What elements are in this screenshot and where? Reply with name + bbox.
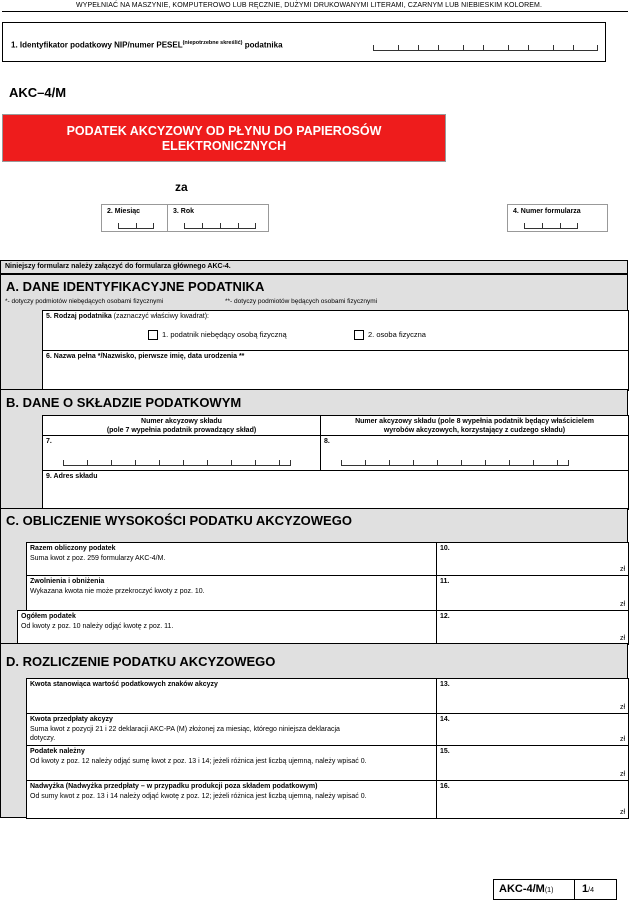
checkbox-icon[interactable]	[354, 330, 364, 340]
za-label: za	[175, 180, 188, 194]
form-title-banner	[2, 114, 446, 162]
row-10-amount[interactable]: 10. zł	[436, 542, 629, 576]
row-14-label: Kwota przedpłaty akcyzy Suma kwot z pozycji 21 i 22 deklaracji AKC-PA (M) złożonej za miesiąc, którego niniejsza deklaracja dotyczy.	[26, 713, 437, 746]
section-a-title: A. DANE IDENTYFIKACYJNE PODATNIKA	[6, 279, 265, 294]
option-natural-person[interactable]: 2. osoba fizyczna	[354, 330, 426, 340]
section-d	[0, 643, 628, 818]
month-field[interactable]: 2. Miesiąc	[101, 204, 168, 232]
section-a	[0, 274, 628, 390]
field-8-excise-number[interactable]: 8.	[320, 435, 629, 471]
row-13-label: Kwota stanowiąca wartość podatkowych znaków akcyzy	[26, 678, 437, 714]
form-code: AKC–4/M	[9, 85, 67, 100]
row-11-label: Zwolnienia i obniżenia Wykazana kwota nie może przekroczyć kwoty z poz. 10.	[26, 575, 437, 611]
row-14-amount[interactable]: 14. zł	[436, 713, 629, 746]
footer-page-number: 1/4	[582, 883, 594, 895]
option-non-natural-person[interactable]: 1. podatnik niebędący osobą fizyczną	[148, 330, 287, 340]
field-7-excise-number[interactable]: 7.	[42, 435, 321, 471]
row-12-amount[interactable]: 12. zł	[436, 610, 629, 645]
form-number-field[interactable]: 4. Numer formularza	[507, 204, 608, 232]
attach-note-strip	[0, 260, 628, 274]
form-title-line2: ELEKTRONICZNYCH	[161, 139, 287, 153]
checkbox-icon[interactable]	[148, 330, 158, 340]
row-16-label: Nadwyżka (Nadwyżka przedpłaty – w przypadku produkcji poza składem podatkowym) Od sumy kwot z poz. 13 i 14 należy odjąć kwotę z poz. 12; jeżeli różnica jest liczbą ujemną, należy wpisać 0.	[26, 780, 437, 819]
row-12-label: Ogółem podatek Od kwoty z poz. 10 należy odjąć kwotę z poz. 11.	[17, 610, 437, 645]
field-9-warehouse-address[interactable]: 9. Adres składu	[42, 470, 629, 510]
year-field[interactable]: 3. Rok	[167, 204, 269, 232]
section-a-note1: *- dotyczy podmiotów niebędących osobami fizycznymi	[5, 298, 164, 305]
row-16-amount[interactable]: 16. zł	[436, 780, 629, 819]
section-d-title: D. ROZLICZENIE PODATKU AKCYZOWEGO	[6, 654, 276, 669]
row-13-amount[interactable]: 13. zł	[436, 678, 629, 714]
nip-label: 1. Identyfikator podatkowy NIP/numer $PESEL^{(niepotrzebne skreślić)}$ podatnika	[11, 40, 283, 50]
attach-note: Niniejszy formularz należy załączyć do formularza głównego AKC-4.	[5, 263, 231, 270]
header-8: Numer akcyzowy składu (pole 8 wypełnia podatnik będący właścicielem wyrobów akcyzowych, korzystający z cudzego składu)	[320, 415, 629, 436]
row-15-label: Podatek należny Od kwoty z poz. 12 należy odjąć sumę kwot z poz. 13 i 14; jeżeli różnica jest liczbą ujemną, należy wpisać 0.	[26, 745, 437, 781]
top-divider	[2, 11, 628, 12]
nip-input[interactable]	[373, 45, 598, 51]
nip-box	[2, 22, 606, 62]
row-10-label: Razem obliczony podatek Suma kwot z poz. 259 formularzy AKC-4/M.	[26, 542, 437, 576]
field-6-name[interactable]: 6. Nazwa pełna */Nazwisko, pierwsze imię, data urodzenia **	[42, 350, 629, 391]
form-title-line1: PODATEK AKCYZOWY OD PŁYNU DO PAPIEROSÓW	[66, 124, 382, 138]
section-b-title: B. DANE O SKŁADZIE PODATKOWYM	[6, 395, 242, 410]
footer-form-page	[493, 879, 617, 900]
section-b	[0, 389, 628, 509]
row-15-amount[interactable]: 15. zł	[436, 745, 629, 781]
top-instruction: WYPEŁNIAĆ NA MASZYNIE, KOMPUTEROWO LUB RĘCZNIE, DUŻYMI DRUKOWANYMI LITERAMI, CZARNYM LUB NIEBIESKIM KOLOREM.	[76, 2, 542, 9]
section-a-note2: **- dotyczy podmiotów będących osobami fizycznymi	[225, 298, 378, 305]
footer-form-code: AKC-4/M(1)	[499, 883, 554, 895]
section-c	[0, 508, 628, 644]
section-c-title: C. OBLICZENIE WYSOKOŚCI PODATKU AKCYZOWEGO	[6, 513, 352, 528]
header-7: Numer akcyzowy składu (pole 7 wypełnia podatnik prowadzący skład)	[42, 415, 321, 436]
row-11-amount[interactable]: 11. zł	[436, 575, 629, 611]
field-5-taxpayer-type: 5. Rodzaj podatnika (zaznaczyć właściwy kwadrat): 1. podatnik niebędący osobą fizyczną 2. osoba fizyczna	[42, 310, 629, 351]
